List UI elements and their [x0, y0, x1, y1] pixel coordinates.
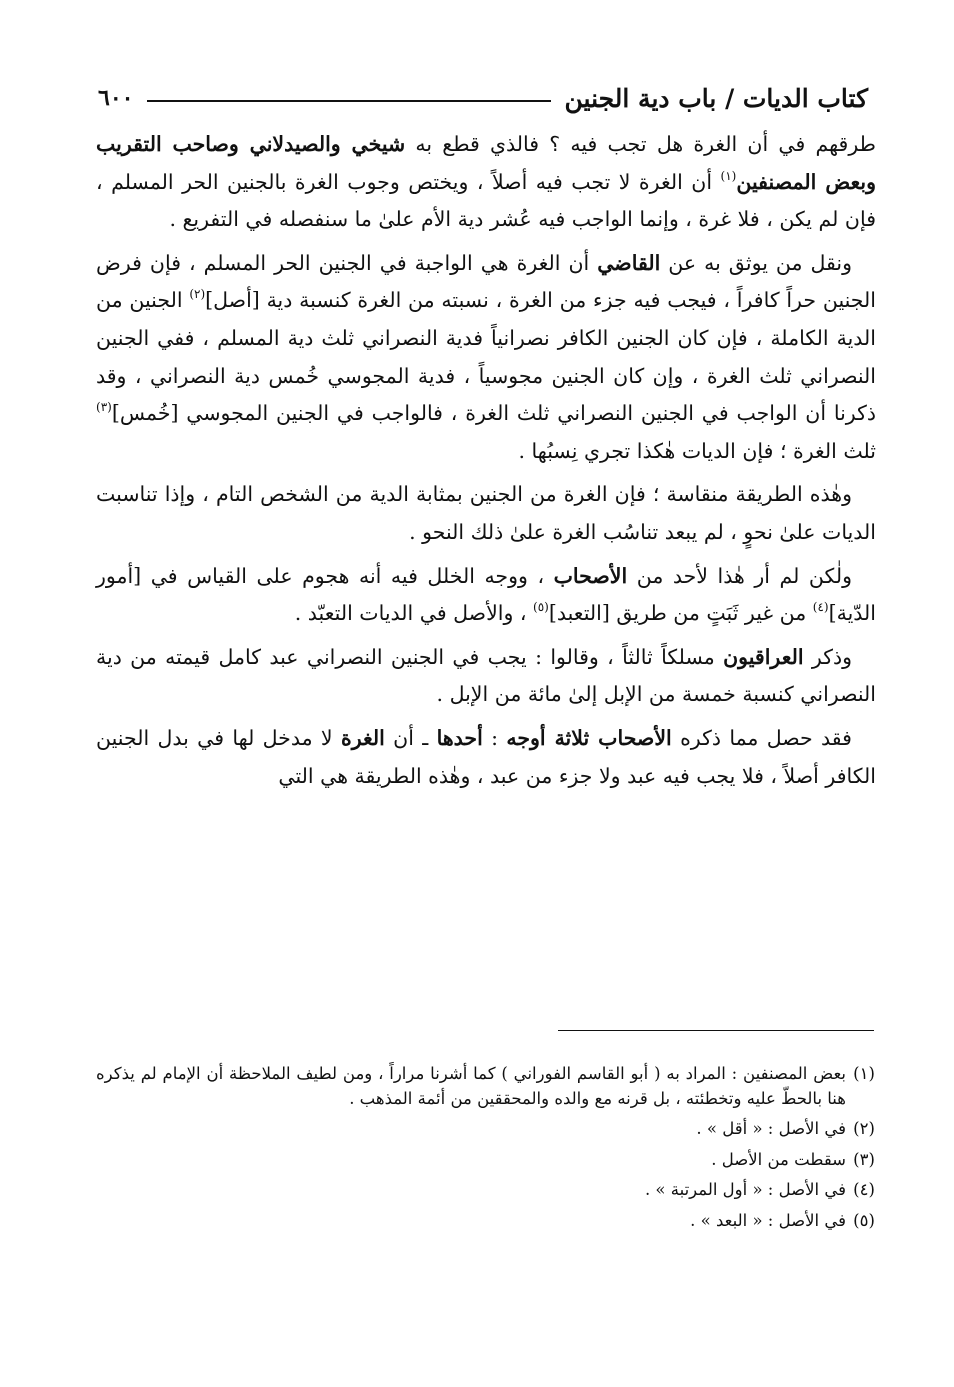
paragraph [96, 126, 876, 239]
footnote-text: سقطت من الأصل . [711, 1149, 846, 1169]
footnote-text: في الأصل : « البعد » . [690, 1210, 846, 1230]
bold-term: القاضي [597, 250, 661, 275]
paragraph [96, 639, 876, 714]
text-run: وهٰذه الطريقة منقاسة ؛ فإن الغرة من الجنين بمثابة الدية من الشخص التام ، وإذا تناسبت الديات علىٰ نحوٍ ، لم يبعد تناسُب الغرة علىٰ ذلك النحو . [96, 482, 876, 544]
footnote-number: (٣) [853, 1149, 875, 1169]
footnote-text: في الأصل : « أول المرتبة » . [644, 1180, 846, 1199]
paragraph [96, 720, 876, 795]
footnote-number: (٥) [853, 1210, 875, 1230]
running-header [98, 78, 868, 118]
text-run: وذكر [803, 644, 852, 669]
footnote [96, 1209, 882, 1234]
bold-term: العراقيون [723, 644, 804, 669]
bold-term: الغرة [340, 725, 385, 750]
text-run: : [482, 725, 507, 750]
footnote-ref: (٢) [189, 287, 206, 302]
paragraph [96, 558, 876, 633]
footnote-text: بعض المصنفين : المراد به ( أبو القاسم الفوراني ) كما أشرنا مراراً ، ومن لطيف الملاحظة أن الإمام لم يذكره هنا بالحطّ عليه وتخطئته ، بل قرنه مع والده والمحققين من أئمة المذهب . [96, 1064, 846, 1108]
chapter-title: كتاب الديات / باب دية الجنين [564, 83, 868, 113]
text-run: الجنين من الدية الكاملة ، فإن كان الجنين الكافر نصرانياً فدية النصراني ثلث دية المسلم ، ففي الجنين النصراني ثلث الغرة ، وإن كان الجنين مجوسياً ، فدية المجوسي خُمس دية النصراني ، وقد ذكرنا أن الواجب في الجنين النصراني ثلث الغرة ، فالواجب في الجنين المجوسي [خُمس] [96, 288, 876, 426]
text-run: ونقل من يوثق به عن [660, 250, 852, 275]
footnote-ref: (٤) [812, 600, 829, 615]
text-run: من غير ثَبَتٍ من طريق [التعبد] [548, 601, 813, 626]
text-run: أن الغرة هي الواجبة في الجنين الحر المسلم ، فإن فرض الجنين حراً كافراً ، فيجب فيه جزء من الغرة ، نسبته من الغرة كنسبة دية [أصل] [96, 250, 876, 313]
text-run: مسلكاً ثالثاً ، وقالوا : يجب في الجنين النصراني عبد كامل قيمته من دية النصراني كنسبة خمسة من الإبل إلىٰ مائة من الإبل . [96, 644, 876, 707]
header-rule [147, 100, 550, 102]
footnote-text: في الأصل : « أقل » . [696, 1119, 846, 1138]
paragraph [96, 245, 876, 471]
footnote [96, 1148, 882, 1173]
footnote [96, 1062, 882, 1111]
footnote-ref: (٥) [533, 600, 549, 615]
text-run: فقد حصل مما ذكره [671, 725, 852, 750]
text-run: لا مدخل لها في بدل الجنين الكافر أصلاً ، فلا يجب فيه عبد ولا جزء من عبد ، وهٰذه الطريقة هي التي [96, 725, 876, 788]
footnote-ref: (١) [720, 168, 737, 183]
footnote-number: (١) [853, 1064, 875, 1083]
main-text [96, 126, 876, 801]
footnote-number: (٤) [853, 1180, 875, 1199]
text-run: أن الغرة لا تجب فيه أصلاً ، ويختص وجوب الغرة بالجنين الحر المسلم ، فإن لم يكن ، فلا غرة ، وإنما الواجب فيه عُشر دية الأم علىٰ ما سنفصله في التفريع . [96, 169, 876, 232]
bold-term: الأصحاب ثلاثة أوجه [506, 725, 672, 750]
footnote-ref: (٣) [96, 400, 112, 415]
footnote-separator [558, 1030, 874, 1031]
footnote [96, 1117, 882, 1142]
page-number: ٦٠٠ [98, 85, 134, 111]
text-run: ثلث الغرة ؛ فإن الديات هٰكذا تجري نِسبُها . [518, 438, 876, 463]
bold-term: أحدها [436, 725, 483, 750]
footnote [96, 1178, 882, 1203]
bold-term: شيخي والصيدلاني وصاحب التقريب وبعض المصنفين [96, 132, 876, 194]
footnote-number: (٢) [853, 1119, 875, 1138]
text-run: طرقهم في أن الغرة هل تجب فيه ؟ فالذي قطع به [405, 132, 876, 156]
text-run: ، ووجه الخلل فيه أنه هجوم على القياس في [أمور الدّية] [96, 563, 876, 626]
text-run: ولٰكن لم أر هٰذا لأحد من [627, 563, 852, 588]
footnotes [96, 1062, 882, 1239]
bold-term: الأصحاب [553, 563, 628, 588]
paragraph [96, 476, 876, 551]
text-run: ، والأصل في الديات التعبّد . [294, 601, 534, 626]
text-run: ـ أن [384, 725, 437, 750]
